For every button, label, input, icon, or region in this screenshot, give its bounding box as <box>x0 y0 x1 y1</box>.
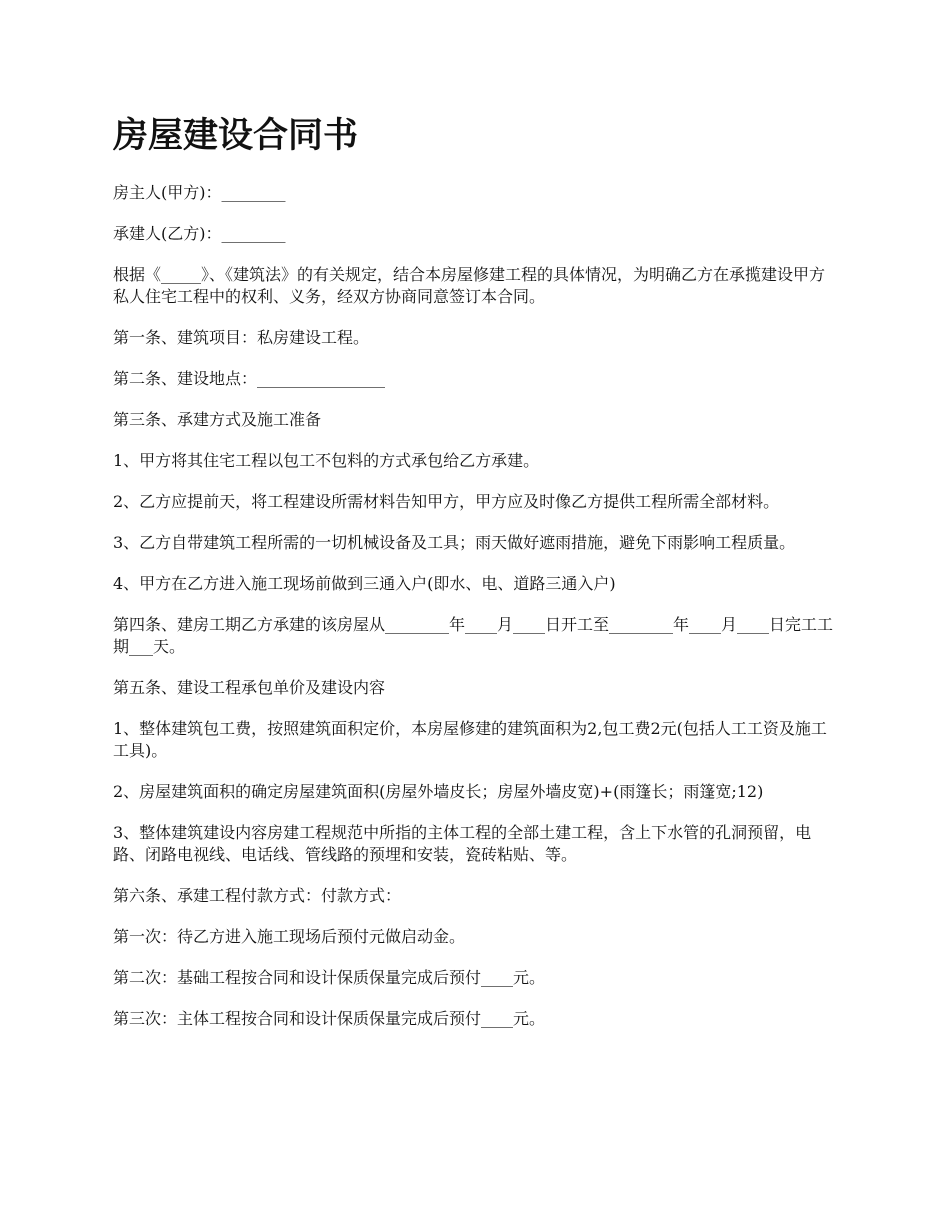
paragraph-article-3: 第三条、承建方式及施工准备 <box>113 410 322 429</box>
paragraph-article-5-item-2: 2、房屋建筑面积的确定房屋建筑面积(房屋外墙皮长；房屋外墙皮宽)+(雨篷长；雨篷宽;12) <box>113 782 764 801</box>
document-page <box>113 112 835 1049</box>
paragraph-payment-2: 第二次：基础工程按合同和设计保质保量完成后预付____元。 <box>113 968 546 987</box>
paragraph-article-5: 第五条、建设工程承包单价及建设内容 <box>113 678 386 697</box>
paragraph-article-5-item-1: 1、整体建筑包工费，按照建筑面积定价，本房屋修建的建筑面积为2,包工费2元(包括人工工资及施工工具)。 <box>113 719 827 760</box>
paragraph-article-3-item-4: 4、甲方在乙方进入施工现场前做到三通入户(即水、电、道路三通入户) <box>113 574 616 593</box>
paragraph-article-4: 第四条、建房工期乙方承建的该房屋从________年____月____日开工至________年____月____日完工工期___天。 <box>113 615 834 656</box>
paragraph-owner: 房主人(甲方)：________ <box>113 183 286 202</box>
paragraph-contractor: 承建人(乙方)：________ <box>113 224 286 243</box>
paragraph-article-6: 第六条、承建工程付款方式：付款方式： <box>113 886 402 905</box>
paragraph-article-1: 第一条、建筑项目：私房建设工程。 <box>113 328 370 347</box>
paragraph-payment-1: 第一次：待乙方进入施工现场后预付元做启动金。 <box>113 927 466 946</box>
paragraph-article-3-item-2: 2、乙方应提前天，将工程建设所需材料告知甲方，甲方应及时像乙方提供工程所需全部材料。 <box>113 492 780 511</box>
paragraph-article-3-item-1: 1、甲方将其住宅工程以包工不包料的方式承包给乙方承建。 <box>113 451 540 470</box>
paragraph-article-2: 第二条、建设地点：________________ <box>113 369 386 388</box>
document-title: 房屋建设合同书 <box>113 115 359 156</box>
paragraph-article-5-item-3: 3、整体建筑建设内容房建工程规范中所指的主体工程的全部土建工程，含上下水管的孔洞预留，电路、闭路电视线、电话线、管线路的预埋和安装，瓷砖粘贴、等。 <box>113 823 812 864</box>
paragraph-payment-3: 第三次：主体工程按合同和设计保质保量完成后预付____元。 <box>113 1009 546 1028</box>
paragraph-article-3-item-3: 3、乙方自带建筑工程所需的一切机械设备及工具；雨天做好遮雨措施，避免下雨影响工程质量。 <box>113 533 796 552</box>
paragraph-preamble: 根据《_____》、《建筑法》的有关规定，结合本房屋修建工程的具体情况，为明确乙方在承揽建设甲方私人住宅工程中的权利、义务，经双方协商同意签订本合同。 <box>113 265 826 306</box>
